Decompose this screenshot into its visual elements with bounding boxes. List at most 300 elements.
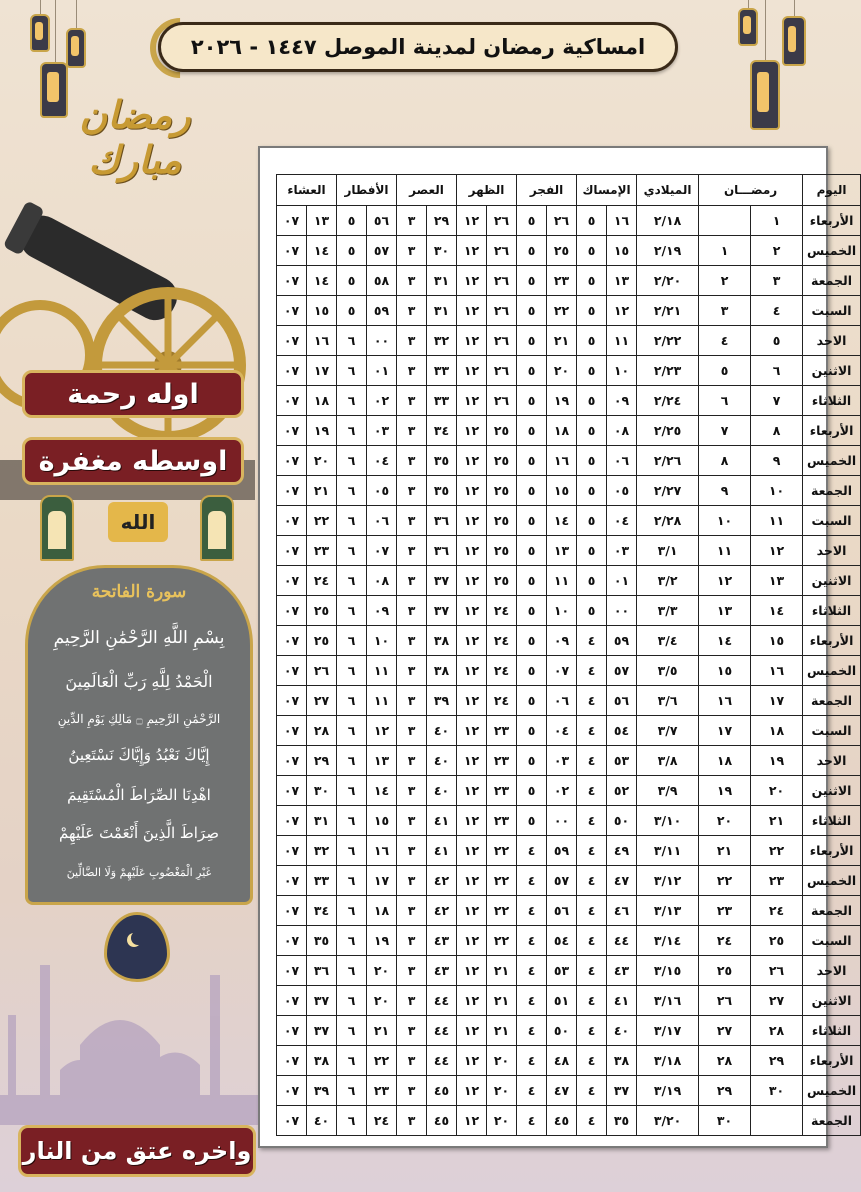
table-row [277, 206, 861, 236]
cell-asr-min: ٤٤ [427, 1016, 457, 1046]
cell-day: الخميس [803, 236, 861, 266]
cell-isha-hr: ٠٧ [277, 776, 307, 806]
cell-asr-min: ٣٠ [427, 236, 457, 266]
cell-asr-min: ٣٣ [427, 356, 457, 386]
table-row [277, 896, 861, 926]
header-gregorian: الميلادي [637, 175, 699, 206]
cell-isha-hr: ٠٧ [277, 296, 307, 326]
cell-iftar-hr: ٦ [337, 476, 367, 506]
cell-iftar-hr: ٦ [337, 986, 367, 1016]
table-row [277, 446, 861, 476]
cell-dhuhr-min: ٢٦ [487, 236, 517, 266]
cell-ramadan-b: ١١ [699, 536, 751, 566]
cell-gregorian: ٣/٤ [637, 626, 699, 656]
cell-fajr-hr: ٥ [517, 356, 547, 386]
table-row [277, 566, 861, 596]
cell-isha-min: ٢١ [307, 476, 337, 506]
cell-imsak-hr: ٤ [577, 716, 607, 746]
cell-dhuhr-hr: ١٢ [457, 986, 487, 1016]
cell-gregorian: ٣/١٣ [637, 896, 699, 926]
cell-ramadan-a: ٦ [751, 356, 803, 386]
cell-day: الخميس [803, 446, 861, 476]
cell-ramadan-b: ١٠ [699, 506, 751, 536]
cell-ramadan-a: ٧ [751, 386, 803, 416]
cell-isha-hr: ٠٧ [277, 596, 307, 626]
cell-iftar-hr: ٦ [337, 536, 367, 566]
table-row [277, 656, 861, 686]
cell-iftar-hr: ٦ [337, 866, 367, 896]
cell-dhuhr-hr: ١٢ [457, 926, 487, 956]
cell-ramadan-b: ١٩ [699, 776, 751, 806]
cell-ramadan-a: ٤ [751, 296, 803, 326]
cell-fajr-hr: ٥ [517, 566, 547, 596]
cell-asr-min: ٣٦ [427, 506, 457, 536]
cell-ramadan-b: ١٨ [699, 746, 751, 776]
cell-asr-hr: ٣ [397, 1046, 427, 1076]
lamp-left-icon [40, 495, 74, 561]
cell-day: الجمعة [803, 476, 861, 506]
cell-imsak-hr: ٤ [577, 746, 607, 776]
cell-iftar-hr: ٦ [337, 416, 367, 446]
cell-isha-min: ١٨ [307, 386, 337, 416]
cell-fajr-hr: ٥ [517, 776, 547, 806]
cell-asr-hr: ٣ [397, 656, 427, 686]
cell-isha-hr: ٠٧ [277, 866, 307, 896]
cell-ramadan-a: ٥ [751, 326, 803, 356]
table-row [277, 296, 861, 326]
cell-imsak-hr: ٤ [577, 956, 607, 986]
cell-iftar-hr: ٦ [337, 1076, 367, 1106]
cell-day: الاحد [803, 956, 861, 986]
cell-fajr-hr: ٥ [517, 416, 547, 446]
cell-dhuhr-hr: ١٢ [457, 566, 487, 596]
imsakiya-table [276, 174, 861, 1136]
cell-isha-min: ٣٥ [307, 926, 337, 956]
cell-fajr-hr: ٥ [517, 476, 547, 506]
cell-asr-hr: ٣ [397, 626, 427, 656]
cell-imsak-hr: ٤ [577, 776, 607, 806]
cell-ramadan-b: ٣ [699, 296, 751, 326]
cell-ramadan-a: ١٤ [751, 596, 803, 626]
cell-asr-min: ٣٥ [427, 446, 457, 476]
cell-fajr-hr: ٤ [517, 956, 547, 986]
cell-iftar-hr: ٦ [337, 326, 367, 356]
cell-asr-hr: ٣ [397, 746, 427, 776]
cell-imsak-hr: ٤ [577, 1106, 607, 1136]
cell-day: الأربعاء [803, 206, 861, 236]
table-row [277, 1046, 861, 1076]
cell-isha-hr: ٠٧ [277, 1106, 307, 1136]
mosque-silhouette [0, 955, 265, 1125]
cell-iftar-min: ٠٥ [367, 476, 397, 506]
cell-iftar-min: ٠١ [367, 356, 397, 386]
cell-ramadan-b: ٢٨ [699, 1046, 751, 1076]
cell-isha-min: ١٤ [307, 236, 337, 266]
cell-ramadan-b: ١٢ [699, 566, 751, 596]
cell-gregorian: ٣/٩ [637, 776, 699, 806]
cell-iftar-hr: ٦ [337, 716, 367, 746]
table-row [277, 626, 861, 656]
cell-ramadan-b: ٢٧ [699, 1016, 751, 1046]
cell-ramadan-b: ٢٠ [699, 806, 751, 836]
cell-fajr-min: ٠٦ [547, 686, 577, 716]
cell-iftar-hr: ٦ [337, 596, 367, 626]
cell-imsak-min: ١١ [607, 326, 637, 356]
cell-asr-hr: ٣ [397, 506, 427, 536]
lamp-right-icon [200, 495, 234, 561]
cell-ramadan-b: ٦ [699, 386, 751, 416]
cell-iftar-min: ١٦ [367, 836, 397, 866]
cell-ramadan-a: ١١ [751, 506, 803, 536]
cell-day: السبت [803, 296, 861, 326]
cell-imsak-hr: ٥ [577, 206, 607, 236]
cell-gregorian: ٢/٢٣ [637, 356, 699, 386]
cell-gregorian: ٢/٢٦ [637, 446, 699, 476]
cell-isha-min: ١٤ [307, 266, 337, 296]
cell-asr-min: ٣١ [427, 266, 457, 296]
cell-imsak-min: ٤٤ [607, 926, 637, 956]
cell-dhuhr-min: ٢٠ [487, 1046, 517, 1076]
cell-imsak-min: ١٦ [607, 206, 637, 236]
cell-dhuhr-min: ٢٤ [487, 686, 517, 716]
cell-iftar-hr: ٦ [337, 836, 367, 866]
cell-asr-hr: ٣ [397, 986, 427, 1016]
cell-ramadan-b: ٢٢ [699, 866, 751, 896]
cell-fajr-min: ٠٢ [547, 776, 577, 806]
cell-iftar-hr: ٦ [337, 776, 367, 806]
cell-fajr-hr: ٥ [517, 206, 547, 236]
cell-isha-hr: ٠٧ [277, 1046, 307, 1076]
cell-asr-min: ٤٣ [427, 956, 457, 986]
cell-imsak-hr: ٤ [577, 1046, 607, 1076]
table-row [277, 926, 861, 956]
cell-isha-hr: ٠٧ [277, 926, 307, 956]
cell-iftar-hr: ٥ [337, 296, 367, 326]
cell-fajr-hr: ٤ [517, 836, 547, 866]
cell-fajr-min: ٢٥ [547, 236, 577, 266]
cell-ramadan-a: ٢١ [751, 806, 803, 836]
cell-isha-min: ٢٧ [307, 686, 337, 716]
cell-isha-min: ٢٥ [307, 596, 337, 626]
cell-iftar-min: ١٩ [367, 926, 397, 956]
cell-isha-hr: ٠٧ [277, 236, 307, 266]
cell-dhuhr-min: ٢٥ [487, 416, 517, 446]
cell-dhuhr-min: ٢٣ [487, 716, 517, 746]
cell-isha-min: ٣٩ [307, 1076, 337, 1106]
cell-imsak-hr: ٥ [577, 356, 607, 386]
cell-day: الجمعة [803, 266, 861, 296]
cell-imsak-hr: ٤ [577, 686, 607, 716]
cell-dhuhr-min: ٢٣ [487, 806, 517, 836]
cell-dhuhr-min: ٢٠ [487, 1076, 517, 1106]
cell-fajr-hr: ٤ [517, 1106, 547, 1136]
cell-ramadan-b: ٤ [699, 326, 751, 356]
cell-fajr-min: ٥٩ [547, 836, 577, 866]
cell-asr-hr: ٣ [397, 896, 427, 926]
cell-dhuhr-min: ٢٥ [487, 566, 517, 596]
cell-ramadan-b: ٢١ [699, 836, 751, 866]
cell-dhuhr-hr: ١٢ [457, 326, 487, 356]
cell-imsak-min: ٤٧ [607, 866, 637, 896]
cell-iftar-hr: ٦ [337, 1016, 367, 1046]
cell-dhuhr-min: ٢٥ [487, 506, 517, 536]
cell-iftar-min: ٥٩ [367, 296, 397, 326]
cell-dhuhr-hr: ١٢ [457, 806, 487, 836]
ayah-1: بِسْمِ اللَّهِ الرَّحْمَٰنِ الرَّحِيمِ [53, 628, 225, 648]
cell-day: الجمعة [803, 896, 861, 926]
cell-asr-hr: ٣ [397, 1016, 427, 1046]
cell-isha-hr: ٠٧ [277, 356, 307, 386]
table-row [277, 506, 861, 536]
cell-dhuhr-min: ٢٤ [487, 596, 517, 626]
cell-dhuhr-min: ٢٤ [487, 626, 517, 656]
table-row [277, 536, 861, 566]
cell-imsak-min: ٤٩ [607, 836, 637, 866]
cell-asr-hr: ٣ [397, 446, 427, 476]
cell-imsak-min: ٥٢ [607, 776, 637, 806]
cell-asr-hr: ٣ [397, 716, 427, 746]
cell-dhuhr-hr: ١٢ [457, 266, 487, 296]
cell-isha-min: ٣٦ [307, 956, 337, 986]
table-row [277, 416, 861, 446]
cell-gregorian: ٣/٥ [637, 656, 699, 686]
cell-imsak-min: ٠٦ [607, 446, 637, 476]
cell-gregorian: ٣/١٢ [637, 866, 699, 896]
cell-ramadan-b: ٥ [699, 356, 751, 386]
cell-isha-hr: ٠٧ [277, 1076, 307, 1106]
cell-ramadan-b: ١٧ [699, 716, 751, 746]
cell-ramadan-b: ٧ [699, 416, 751, 446]
table-row [277, 716, 861, 746]
cell-ramadan-b: ٩ [699, 476, 751, 506]
cell-day: الخميس [803, 656, 861, 686]
cell-dhuhr-min: ٢٥ [487, 536, 517, 566]
cell-day: الثلاثاء [803, 806, 861, 836]
cell-dhuhr-min: ٢١ [487, 1016, 517, 1046]
cell-iftar-min: ٢٤ [367, 1106, 397, 1136]
ramadan-mubarak-calligraphy: رمضان مبارك [79, 92, 191, 182]
cell-fajr-min: ١٣ [547, 536, 577, 566]
header-day: اليوم [803, 175, 861, 206]
cell-ramadan-a: ٢ [751, 236, 803, 266]
cell-dhuhr-hr: ١٢ [457, 626, 487, 656]
cell-fajr-min: ٢٣ [547, 266, 577, 296]
cell-gregorian: ٣/١٨ [637, 1046, 699, 1076]
cell-ramadan-b: ١٤ [699, 626, 751, 656]
cell-ramadan-a: ٨ [751, 416, 803, 446]
cell-imsak-hr: ٥ [577, 446, 607, 476]
cell-asr-hr: ٣ [397, 356, 427, 386]
cell-imsak-hr: ٤ [577, 1076, 607, 1106]
cell-dhuhr-hr: ١٢ [457, 476, 487, 506]
cell-ramadan-a: ١ [751, 206, 803, 236]
cell-imsak-hr: ٥ [577, 236, 607, 266]
cell-dhuhr-min: ٢١ [487, 986, 517, 1016]
cell-dhuhr-hr: ١٢ [457, 716, 487, 746]
cell-ramadan-b: ٣٠ [699, 1106, 751, 1136]
ayah-5: اهْدِنَا الصِّرَاطَ الْمُسْتَقِيمَ [67, 786, 211, 804]
cell-isha-min: ١٥ [307, 296, 337, 326]
cell-ramadan-a [751, 1106, 803, 1136]
cell-gregorian: ٣/٢ [637, 566, 699, 596]
cell-dhuhr-min: ٢٦ [487, 386, 517, 416]
cell-ramadan-b: ٢٩ [699, 1076, 751, 1106]
cell-iftar-min: ١٥ [367, 806, 397, 836]
cell-isha-hr: ٠٧ [277, 716, 307, 746]
cell-fajr-hr: ٥ [517, 746, 547, 776]
cell-iftar-min: ١٨ [367, 896, 397, 926]
cell-gregorian: ٢/٢٢ [637, 326, 699, 356]
cell-day: الأربعاء [803, 836, 861, 866]
cell-dhuhr-hr: ١٢ [457, 956, 487, 986]
cell-ramadan-b: ١ [699, 236, 751, 266]
cell-isha-hr: ٠٧ [277, 896, 307, 926]
cell-asr-hr: ٣ [397, 836, 427, 866]
cell-fajr-hr: ٥ [517, 326, 547, 356]
cell-day: الثلاثاء [803, 1016, 861, 1046]
cell-asr-hr: ٣ [397, 296, 427, 326]
cell-isha-hr: ٠٧ [277, 206, 307, 236]
cell-gregorian: ٣/١٠ [637, 806, 699, 836]
cell-isha-hr: ٠٧ [277, 806, 307, 836]
cell-day: الثلاثاء [803, 596, 861, 626]
cell-dhuhr-min: ٢٤ [487, 656, 517, 686]
cell-imsak-min: ٤٠ [607, 1016, 637, 1046]
table-row [277, 776, 861, 806]
cell-dhuhr-hr: ١٢ [457, 1046, 487, 1076]
cell-ramadan-a: ١٢ [751, 536, 803, 566]
cell-ramadan-a: ٢٤ [751, 896, 803, 926]
cell-iftar-min: ٠٣ [367, 416, 397, 446]
cell-iftar-min: ٢١ [367, 1016, 397, 1046]
cell-imsak-hr: ٤ [577, 836, 607, 866]
cell-asr-hr: ٣ [397, 386, 427, 416]
cell-asr-hr: ٣ [397, 266, 427, 296]
cell-isha-hr: ٠٧ [277, 566, 307, 596]
cell-fajr-hr: ٥ [517, 626, 547, 656]
table-row [277, 836, 861, 866]
cell-ramadan-b: ١٥ [699, 656, 751, 686]
cell-asr-min: ٣٣ [427, 386, 457, 416]
cell-gregorian: ٣/١ [637, 536, 699, 566]
cell-dhuhr-hr: ١٢ [457, 896, 487, 926]
allah-emblem: الله [108, 502, 168, 542]
table-header-row [277, 175, 861, 206]
cell-dhuhr-min: ٢٥ [487, 446, 517, 476]
cell-asr-hr: ٣ [397, 866, 427, 896]
cell-asr-hr: ٣ [397, 596, 427, 626]
cell-iftar-hr: ٦ [337, 506, 367, 536]
table-row [277, 356, 861, 386]
cell-iftar-hr: ٦ [337, 896, 367, 926]
cell-iftar-hr: ٦ [337, 566, 367, 596]
cell-imsak-hr: ٤ [577, 926, 607, 956]
cell-isha-hr: ٠٧ [277, 1016, 307, 1046]
header-dhuhr: الظهر [457, 175, 517, 206]
cell-asr-min: ٣٤ [427, 416, 457, 446]
cell-imsak-min: ٥٠ [607, 806, 637, 836]
cell-fajr-min: ٢٦ [547, 206, 577, 236]
cell-imsak-hr: ٥ [577, 536, 607, 566]
cell-fajr-min: ٢٠ [547, 356, 577, 386]
cell-day: الاحد [803, 536, 861, 566]
cell-imsak-min: ٠٠ [607, 596, 637, 626]
cell-ramadan-b: ٢٥ [699, 956, 751, 986]
cell-gregorian: ٣/١٩ [637, 1076, 699, 1106]
cell-fajr-min: ١٥ [547, 476, 577, 506]
cell-imsak-hr: ٥ [577, 506, 607, 536]
cell-imsak-min: ١٥ [607, 236, 637, 266]
cell-iftar-min: ١٠ [367, 626, 397, 656]
cell-fajr-min: ١٨ [547, 416, 577, 446]
cell-dhuhr-hr: ١٢ [457, 506, 487, 536]
cell-dhuhr-hr: ١٢ [457, 1016, 487, 1046]
cell-dhuhr-hr: ١٢ [457, 656, 487, 686]
cell-imsak-min: ٠١ [607, 566, 637, 596]
cell-dhuhr-min: ٢٦ [487, 206, 517, 236]
cell-fajr-min: ١٦ [547, 446, 577, 476]
cell-asr-min: ٣٨ [427, 656, 457, 686]
cell-asr-hr: ٣ [397, 236, 427, 266]
cell-ramadan-a: ٣ [751, 266, 803, 296]
cell-iftar-hr: ٦ [337, 1046, 367, 1076]
cell-dhuhr-hr: ١٢ [457, 446, 487, 476]
cell-day: الخميس [803, 866, 861, 896]
cell-fajr-min: ٠٤ [547, 716, 577, 746]
cell-ramadan-a: ٩ [751, 446, 803, 476]
cell-dhuhr-hr: ١٢ [457, 686, 487, 716]
cell-gregorian: ٣/٢٠ [637, 1106, 699, 1136]
cell-dhuhr-hr: ١٢ [457, 1106, 487, 1136]
cell-dhuhr-hr: ١٢ [457, 296, 487, 326]
cell-ramadan-a: ١٧ [751, 686, 803, 716]
cell-iftar-min: ١٤ [367, 776, 397, 806]
cell-imsak-min: ٣٥ [607, 1106, 637, 1136]
cell-ramadan-b: ١٣ [699, 596, 751, 626]
cell-fajr-hr: ٥ [517, 686, 547, 716]
cell-iftar-hr: ٦ [337, 746, 367, 776]
cell-asr-hr: ٣ [397, 536, 427, 566]
cell-fajr-min: ٥٦ [547, 896, 577, 926]
cell-imsak-min: ٥٧ [607, 656, 637, 686]
cell-ramadan-b: ٢ [699, 266, 751, 296]
cell-isha-min: ٣٢ [307, 836, 337, 866]
cell-gregorian: ٣/٣ [637, 596, 699, 626]
cell-gregorian: ٣/٨ [637, 746, 699, 776]
cell-isha-min: ١٣ [307, 206, 337, 236]
cell-isha-hr: ٠٧ [277, 416, 307, 446]
cell-iftar-hr: ٥ [337, 266, 367, 296]
cell-iftar-hr: ٦ [337, 386, 367, 416]
cell-iftar-hr: ٦ [337, 446, 367, 476]
cell-ramadan-b: ١٦ [699, 686, 751, 716]
cell-imsak-min: ٥٦ [607, 686, 637, 716]
cell-fajr-min: ٢١ [547, 326, 577, 356]
cell-fajr-min: ١١ [547, 566, 577, 596]
cell-fajr-min: ٤٥ [547, 1106, 577, 1136]
ayah-2: الْحَمْدُ لِلَّهِ رَبِّ الْعَالَمِينَ [65, 672, 213, 691]
table-row [277, 596, 861, 626]
cell-fajr-hr: ٥ [517, 236, 547, 266]
ayah-4: إِيَّاكَ نَعْبُدُ وَإِيَّاكَ نَسْتَعِينُ [68, 746, 210, 764]
surah-title: سورة الفاتحة [91, 582, 187, 602]
surah-fatiha-panel [25, 565, 253, 905]
ayah-3: الرَّحْمَٰنِ الرَّحِيمِ ۝ مَالِكِ يَوْمِ الدِّينِ [57, 712, 221, 726]
cell-ramadan-a: ١٨ [751, 716, 803, 746]
cell-isha-min: ٢٤ [307, 566, 337, 596]
cell-asr-hr: ٣ [397, 1106, 427, 1136]
cell-dhuhr-min: ٢٦ [487, 266, 517, 296]
